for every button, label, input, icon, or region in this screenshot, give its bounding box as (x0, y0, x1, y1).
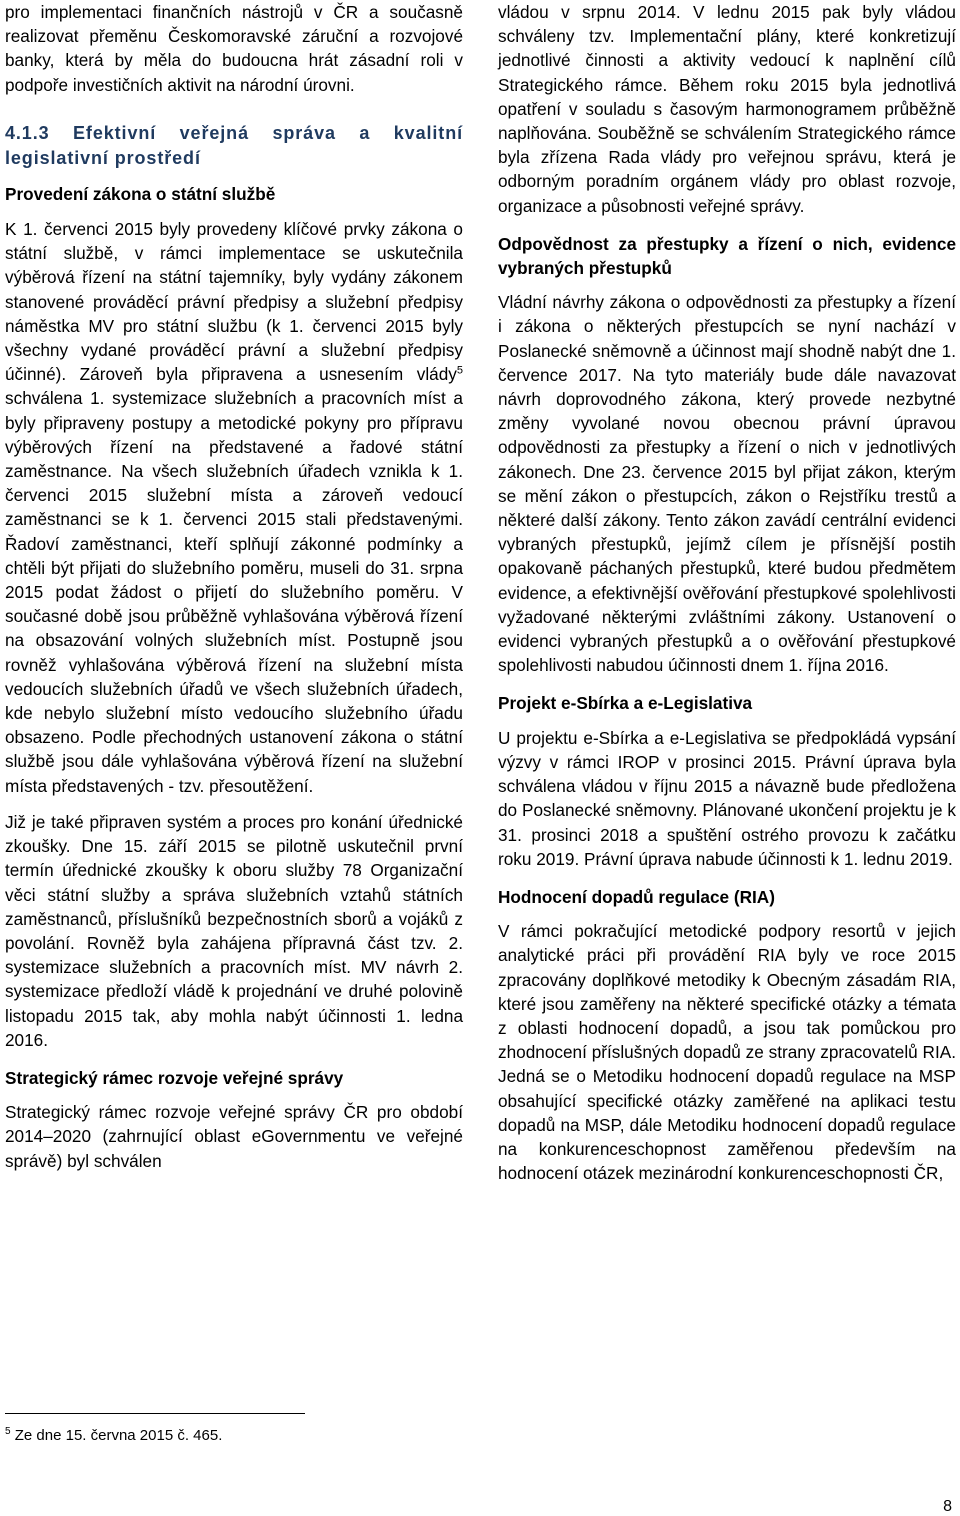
civil-service-text-start: K 1. červenci 2015 byly provedeny klíčové prvky zákona o státní službě, v rámci implementace se uskutečnila výběrová řízení na státní tajemníky, byly vydány zákonem stanovené prováděcí právní předpisy a služební předpisy náměstka MV pro státní službu (k 1. červenci 2015 byly všechny vydané prováděcí právní a služební předpisy účinné). Zároveň byla připravena a usnesením vlády (5, 219, 463, 385)
footnote-text: Ze dne 15. června 2015 č. 465. (10, 1427, 223, 1444)
subheading-ria: Hodnocení dopadů regulace (RIA) (498, 886, 775, 907)
exam-paragraph: Již je také připraven systém a proces pro konání úřednické zkoušky. Dne 15. září 2015 se pilotně uskutečnil první termín úřednické zkoušky k oboru služby 78 Organizační věci státní služby a správa služebních vztahů státních zaměstnanců, příslušníků bezpečnostních sborů a vojáků z povolání. Rovněž byla zahájena přípravná část tzv. 2. systemizace služebních a pracovních míst. MV návrh 2. systemizace předloží vládě k projednání ve druhé polovině listopadu 2015 tak, aby mohla nabýt účinnosti 1. ledna 2016. (5, 811, 463, 1050)
section-number: 4.1.3 (5, 122, 50, 143)
subheading-civil-service: Provedení zákona o státní službě (5, 183, 276, 204)
footnote (5, 1422, 222, 1446)
e-sbirka-paragraph: U projektu e-Sbírka a e-Legislativa se předpokládá vypsání výzvy v rámci IROP v prosinci 2015. Právní úprava byla schválena vládou v říjnu 2015 a návazně bude předložena do Poslanecké sněmovny. Plánované ukončení projektu je k 31. prosinci 2018 a spuštění ostrého provozu k začátku roku 2019. Právní úprava nabude účinnosti k 1. lednu 2019. (498, 727, 956, 869)
footnote-reference: 5 (456, 364, 463, 377)
left-column (5, 0, 463, 1173)
subheading-e-sbirka: Projekt e-Sbírka a e-Legislativa (498, 693, 753, 714)
right-column (498, 0, 956, 1185)
civil-service-text-end: schválena 1. systemizace služebních a pracovních míst a byly připraveny postupy a metodické pokyny pro přípravu výběrových řízení na představené a řadové státní zaměstnance. Na všech služebních úřadech vznikla k 1. červenci 2015 služební místa a zároveň vedoucí zaměstnanci se k 1. červenci 2015 stali představenými. Řadoví zaměstnanci, kteří splňují zákonné podmínky a chtěli být přijati do služebního poměru, museli do 31. srpna 2015 podat žádost o přijetí do služebního poměru. V současné době jsou průběžně vyhlašována výběrová řízení na obsazování volných služebních míst. Postupně jsou rovněž vyhlašována výběrová řízení na služební místa vedoucích služebních úřadů ve všech služebních úřadech, kde nebylo služební místo vedoucího služebního úřadu obsazeno. Podle přechodných ustanovení zákona o státní službě jsou dále vyhlašována výběrová řízení na služební místa představených - tzv. přesoutěžení. (5, 388, 463, 796)
strategic-framework-paragraph: Strategický rámec rozvoje veřejné správy ČR pro období 2014–2020 (zahrnující oblast eGovernmentu ve veřejné správě) byl schválen (5, 1102, 463, 1171)
strategic-framework-continued: vládou v srpnu 2014. V lednu 2015 pak byly vládou schváleny tzv. Implementační plány, které konkretizují jednotlivé činnosti a aktivity vedoucí k naplnění cílů Strategického rámce. Během roku 2015 byla jednotlivá opatření v souladu s časovým harmonogramem průběžně naplňována. Souběžně se schválením Strategického rámce byla zřízena Rada vlády pro veřejnou správu, která je odborným poradním orgánem vlády pro oblast rozvoje, organizace a působnosti veřejné správy. (498, 2, 956, 216)
intro-paragraph: pro implementaci finančních nástrojů v ČR a současně realizovat přeměnu Českomoravské záruční a rozvojové banky, která by měla do budoucna hrát zásadní roli v podpoře investičních aktivit na národní úrovni. (5, 2, 463, 95)
civil-service-paragraph (5, 217, 463, 798)
offences-paragraph: Vládní návrhy zákona o odpovědnosti za přestupky a řízení i zákona o některých přestupcích se nyní nachází v Poslanecké sněmovně a účinnost mají shodně nabýt dne 1. července 2017. Na tyto materiály bude dále navazovat návrh doprovodného zákona, který provede nezbytné změny vyvolané novou obecnou právní úpravou odpovědnosti za přestupky a řízení o nich v jednotlivých zákonech. Dne 23. července 2015 byl přijat zákon, kterým se mění zákon o přestupcích, zákon o Rejstříku trestů a některé další zákony. Tento zákon zavádí centrální evidenci vybraných přestupků, jejímž cílem je přísnější postih opakovaně páchaných přestupků, které budou předmětem evidence, a efektivnější ověřování přestupkové spolehlivosti vyžadované některými zvláštními zákony. Ustanovení o evidenci vybraných přestupků a o ověřování přestupkové spolehlivosti nabudou účinnosti dnem 1. října 2016. (498, 292, 956, 676)
page-number: 8 (943, 1498, 952, 1515)
ria-paragraph: V rámci pokračující metodické podpory resortů v jejich analytické práci při provádění RIA byly ve roce 2015 zpracovány doplňkové metodiky k Obecným zásadám RIA, které jsou zaměřeny na některé specifické otázky a témata z oblasti hodnocení dopadů, a jsou tak pomůckou pro zhodnocení příslušných dopadů ze strany zpracovatelů RIA. Jedná se o Metodiku hodnocení dopadů regulace na MSP obsahující specifické otázky zaměřené na aplikaci testu dopadů na MSP, dále Metodiku hodnocení dopadů regulace na konkurenceschopnost zaměřenou především na hodnocení otázek mezinárodní konkurenceschopnosti ČR, (498, 921, 956, 1184)
subheading-strategic-framework: Strategický rámec rozvoje veřejné správy (5, 1067, 344, 1088)
section-heading (5, 121, 463, 171)
section-title: Efektivní veřejná správa a kvalitní legislativní prostředí (5, 122, 463, 168)
subheading-offences: Odpovědnost za přestupky a řízení o nich, evidence vybraných přestupků (498, 233, 956, 279)
footnote-number: 5 (5, 1426, 11, 1437)
footnote-separator (5, 1413, 305, 1414)
